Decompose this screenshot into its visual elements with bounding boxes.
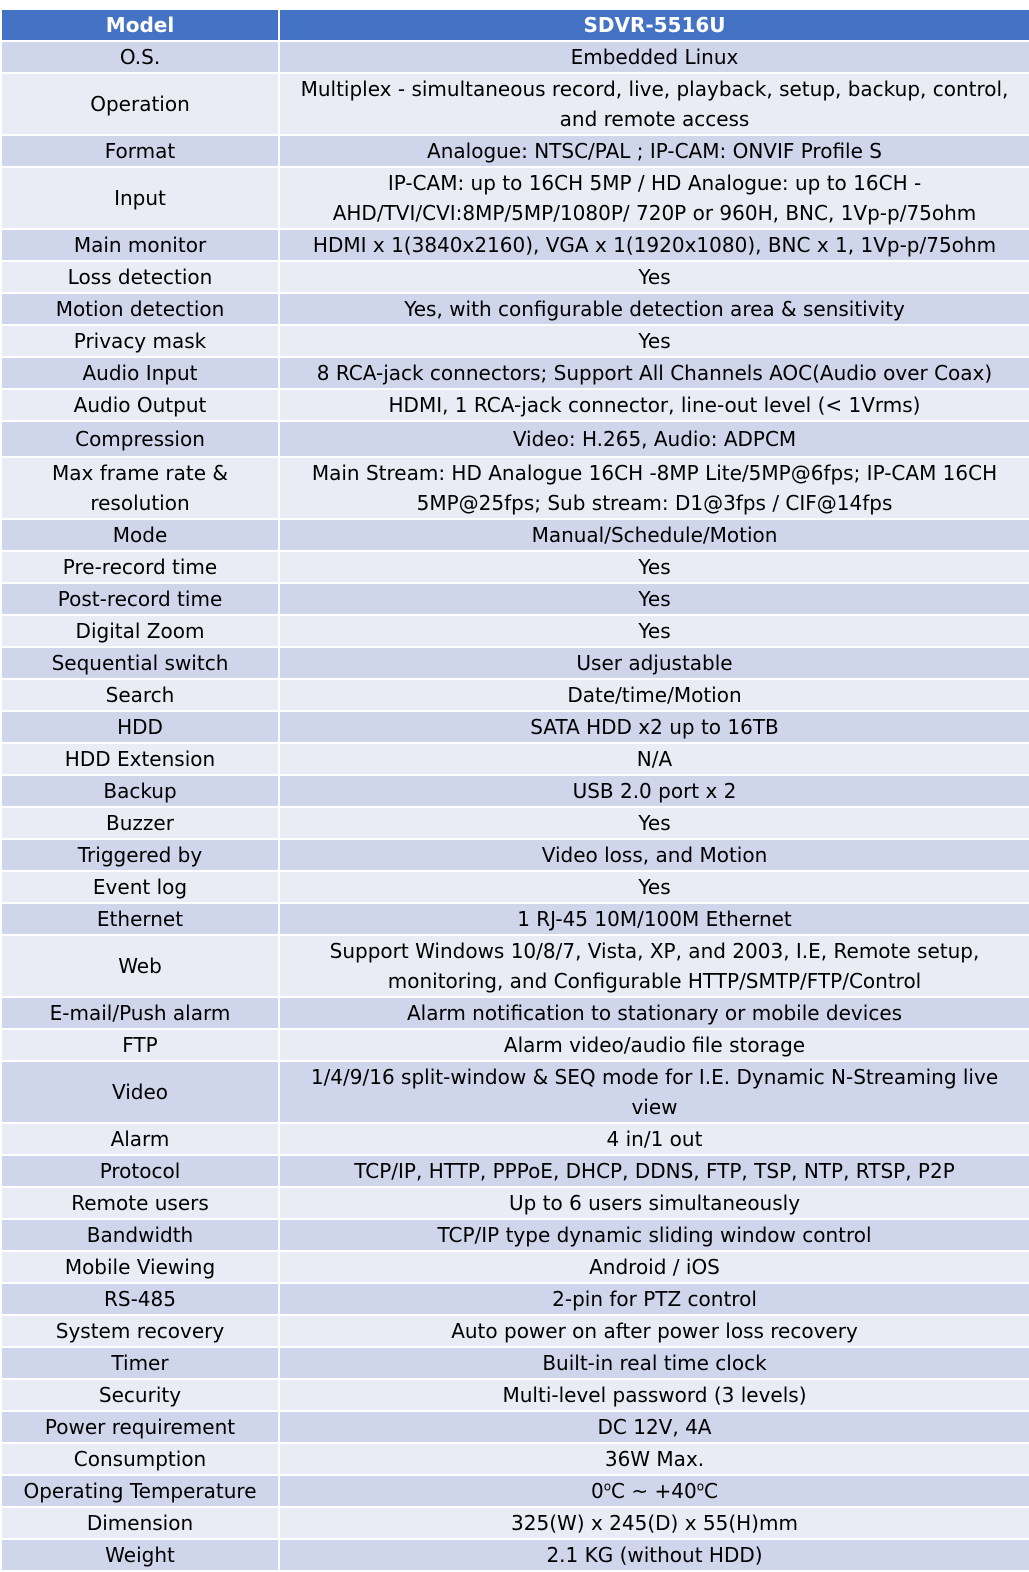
- spec-value: DC 12V, 4A: [279, 1411, 1029, 1443]
- spec-value: Video: H.265, Audio: ADPCM: [279, 421, 1029, 457]
- table-row: [1, 167, 1029, 229]
- spec-value: HDMI x 1(3840x2160), VGA x 1(1920x1080), BNC x 1, 1Vp-p/75ohm: [279, 229, 1029, 261]
- table-row: [1, 1123, 1029, 1155]
- spec-value: Date/time/Motion: [279, 679, 1029, 711]
- table-row: [1, 293, 1029, 325]
- table-row: [1, 1315, 1029, 1347]
- header-label: Model: [1, 9, 279, 41]
- spec-label: Triggered by: [1, 839, 279, 871]
- spec-label: Weight: [1, 1539, 279, 1571]
- spec-value: 1 RJ-45 10M/100M Ethernet: [279, 903, 1029, 935]
- table-row: [1, 583, 1029, 615]
- table-row: [1, 1411, 1029, 1443]
- table-row: [1, 1187, 1029, 1219]
- spec-label: Privacy mask: [1, 325, 279, 357]
- spec-label: Security: [1, 1379, 279, 1411]
- table-row: [1, 775, 1029, 807]
- spec-value: USB 2.0 port x 2: [279, 775, 1029, 807]
- spec-value: Alarm video/audio file storage: [279, 1029, 1029, 1061]
- spec-value: Yes: [279, 325, 1029, 357]
- table-row: [1, 41, 1029, 73]
- spec-value: 1/4/9/16 split-window & SEQ mode for I.E. Dynamic N-Streaming live view: [279, 1061, 1029, 1123]
- spec-value: Main Stream: HD Analogue 16CH -8MP Lite/5MP@6fps; IP-CAM 16CH 5MP@25fps; Sub stream: D1@3fps / CIF@14fps: [279, 457, 1029, 519]
- spec-value: Yes: [279, 551, 1029, 583]
- spec-label: Backup: [1, 775, 279, 807]
- spec-value: Manual/Schedule/Motion: [279, 519, 1029, 551]
- table-row: [1, 1219, 1029, 1251]
- spec-label: Ethernet: [1, 903, 279, 935]
- spec-label: Operation: [1, 73, 279, 135]
- spec-value: Yes: [279, 871, 1029, 903]
- spec-value: TCP/IP, HTTP, PPPoE, DHCP, DDNS, FTP, TSP, NTP, RTSP, P2P: [279, 1155, 1029, 1187]
- spec-label: O.S.: [1, 41, 279, 73]
- table-row: [1, 389, 1029, 421]
- spec-value: Yes, with configurable detection area & sensitivity: [279, 293, 1029, 325]
- spec-label: Format: [1, 135, 279, 167]
- spec-label: Dimension: [1, 1507, 279, 1539]
- spec-label: Consumption: [1, 1443, 279, 1475]
- spec-label: Motion detection: [1, 293, 279, 325]
- spec-value: Yes: [279, 615, 1029, 647]
- spec-value: Yes: [279, 261, 1029, 293]
- spec-label: Main monitor: [1, 229, 279, 261]
- spec-label: Alarm: [1, 1123, 279, 1155]
- spec-value: 36W Max.: [279, 1443, 1029, 1475]
- table-row: [1, 711, 1029, 743]
- table-row: [1, 325, 1029, 357]
- spec-value: HDMI, 1 RCA-jack connector, line-out level (< 1Vrms): [279, 389, 1029, 421]
- table-row: [1, 421, 1029, 457]
- spec-label: Video: [1, 1061, 279, 1123]
- table-row: [1, 743, 1029, 775]
- spec-value: 2-pin for PTZ control: [279, 1283, 1029, 1315]
- table-row: [1, 903, 1029, 935]
- spec-value: Auto power on after power loss recovery: [279, 1315, 1029, 1347]
- spec-value: SATA HDD x2 up to 16TB: [279, 711, 1029, 743]
- spec-label: System recovery: [1, 1315, 279, 1347]
- spec-label: Remote users: [1, 1187, 279, 1219]
- table-row: [1, 679, 1029, 711]
- spec-value: Support Windows 10/8/7, Vista, XP, and 2003, I.E, Remote setup, monitoring, and Configurable HTTP/SMTP/FTP/Control: [279, 935, 1029, 997]
- spec-value: 2.1 KG (without HDD): [279, 1539, 1029, 1571]
- table-row: [1, 1443, 1029, 1475]
- spec-value: IP-CAM: up to 16CH 5MP / HD Analogue: up to 16CH - AHD/TVI/CVI:8MP/5MP/1080P/ 720P or 960H, BNC, 1Vp-p/75ohm: [279, 167, 1029, 229]
- spec-label: Sequential switch: [1, 647, 279, 679]
- spec-value: Embedded Linux: [279, 41, 1029, 73]
- spec-label: Event log: [1, 871, 279, 903]
- spec-label: Input: [1, 167, 279, 229]
- spec-value: 0$^o$C ~ $+40^oC$: [279, 1475, 1029, 1507]
- spec-label: Timer: [1, 1347, 279, 1379]
- table-row: [1, 1029, 1029, 1061]
- table-row: [1, 73, 1029, 135]
- spec-label: E-mail/Push alarm: [1, 997, 279, 1029]
- spec-table: [0, 8, 1029, 1572]
- spec-value: Yes: [279, 583, 1029, 615]
- spec-label: Digital Zoom: [1, 615, 279, 647]
- table-row: [1, 1507, 1029, 1539]
- spec-label: Audio Input: [1, 357, 279, 389]
- spec-value: Up to 6 users simultaneously: [279, 1187, 1029, 1219]
- spec-label: Power requirement: [1, 1411, 279, 1443]
- spec-value: Multiplex - simultaneous record, live, playback, setup, backup, control, and remote access: [279, 73, 1029, 135]
- spec-label: Bandwidth: [1, 1219, 279, 1251]
- spec-value: TCP/IP type dynamic sliding window control: [279, 1219, 1029, 1251]
- table-row: [1, 1475, 1029, 1507]
- spec-label: Pre-record time: [1, 551, 279, 583]
- table-row: [1, 1061, 1029, 1123]
- spec-value: N/A: [279, 743, 1029, 775]
- table-row: [1, 935, 1029, 997]
- spec-label: RS-485: [1, 1283, 279, 1315]
- table-row: [1, 997, 1029, 1029]
- spec-value: Analogue: NTSC/PAL ; IP-CAM: ONVIF Profile S: [279, 135, 1029, 167]
- spec-value: Built-in real time clock: [279, 1347, 1029, 1379]
- spec-label: Compression: [1, 421, 279, 457]
- table-row: [1, 615, 1029, 647]
- header-row: [1, 9, 1029, 41]
- spec-label: Loss detection: [1, 261, 279, 293]
- spec-label: Protocol: [1, 1155, 279, 1187]
- table-row: [1, 457, 1029, 519]
- spec-label: Mode: [1, 519, 279, 551]
- table-row: [1, 357, 1029, 389]
- spec-label: Web: [1, 935, 279, 997]
- table-row: [1, 1251, 1029, 1283]
- spec-label: HDD Extension: [1, 743, 279, 775]
- table-row: [1, 1539, 1029, 1571]
- spec-value: 8 RCA-jack connectors; Support All Channels AOC(Audio over Coax): [279, 357, 1029, 389]
- spec-label: Max frame rate & resolution: [1, 457, 279, 519]
- table-row: [1, 1155, 1029, 1187]
- spec-label: Audio Output: [1, 389, 279, 421]
- table-row: [1, 261, 1029, 293]
- table-row: [1, 135, 1029, 167]
- table-row: [1, 519, 1029, 551]
- spec-value: Video loss, and Motion: [279, 839, 1029, 871]
- spec-label: Search: [1, 679, 279, 711]
- table-row: [1, 871, 1029, 903]
- spec-label: Buzzer: [1, 807, 279, 839]
- header-value: SDVR-5516U: [279, 9, 1029, 41]
- table-row: [1, 1379, 1029, 1411]
- spec-value: 325(W) x 245(D) x 55(H)mm: [279, 1507, 1029, 1539]
- spec-value: Multi-level password (3 levels): [279, 1379, 1029, 1411]
- table-row: [1, 1283, 1029, 1315]
- spec-value: Android / iOS: [279, 1251, 1029, 1283]
- spec-value: Alarm notification to stationary or mobile devices: [279, 997, 1029, 1029]
- table-row: [1, 229, 1029, 261]
- spec-label: FTP: [1, 1029, 279, 1061]
- table-row: [1, 807, 1029, 839]
- spec-value: 4 in/1 out: [279, 1123, 1029, 1155]
- table-row: [1, 1347, 1029, 1379]
- table-row: [1, 839, 1029, 871]
- spec-label: Post-record time: [1, 583, 279, 615]
- spec-value: Yes: [279, 807, 1029, 839]
- spec-value: User adjustable: [279, 647, 1029, 679]
- spec-label: HDD: [1, 711, 279, 743]
- spec-label: Mobile Viewing: [1, 1251, 279, 1283]
- table-row: [1, 647, 1029, 679]
- spec-label: Operating Temperature: [1, 1475, 279, 1507]
- table-row: [1, 551, 1029, 583]
